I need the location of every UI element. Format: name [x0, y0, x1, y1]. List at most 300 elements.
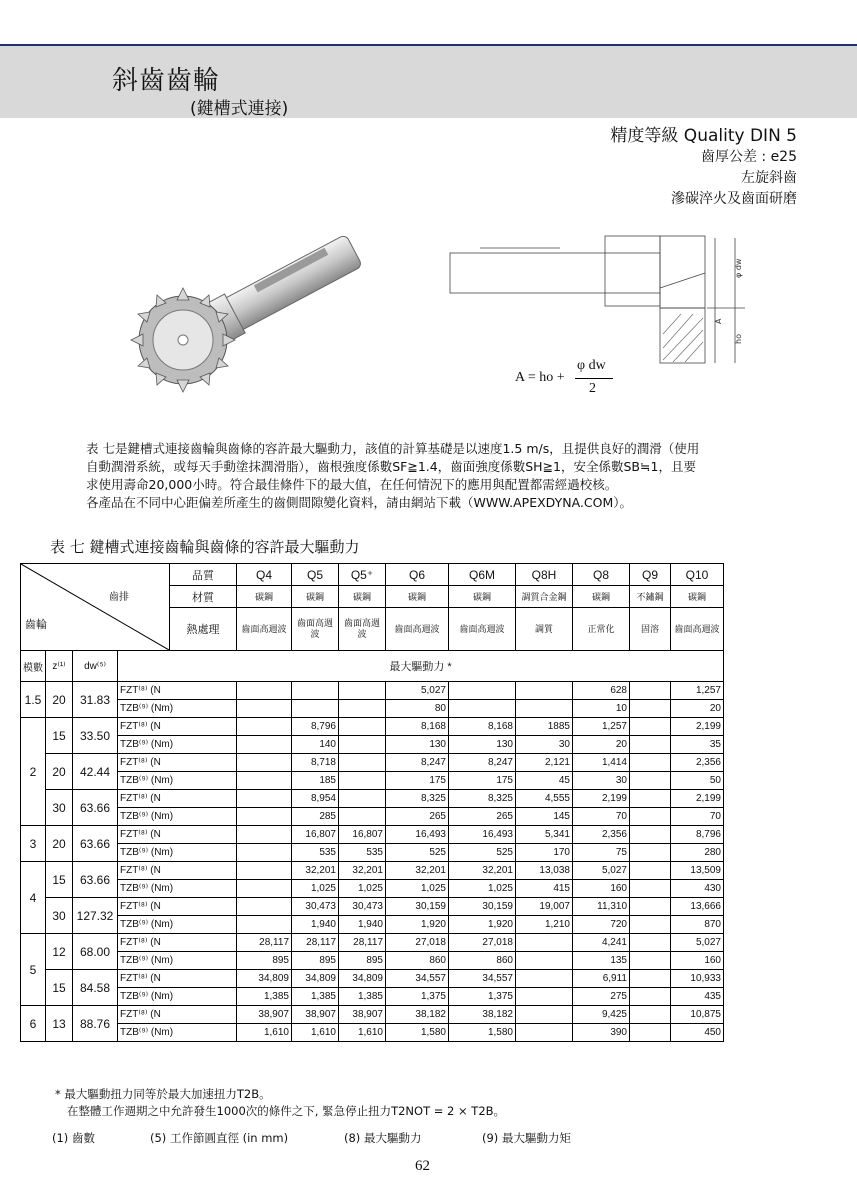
heat-cell-1: 齒面高週波 [292, 608, 339, 651]
force-value: 8,325 [386, 790, 449, 808]
module-cell: 1.5 [21, 682, 46, 718]
force-label: FZT⁽⁸⁾ (N [118, 862, 237, 880]
torque-value: 265 [386, 808, 449, 826]
torque-label: TZB⁽⁹⁾ (Nm) [118, 844, 237, 862]
torque-label: TZB⁽⁹⁾ (Nm) [118, 916, 237, 934]
torque-value: 135 [573, 952, 630, 970]
force-value: 34,557 [386, 970, 449, 988]
force-value: 34,809 [292, 970, 339, 988]
torque-value: 1,385 [237, 988, 292, 1006]
force-value: 1,257 [573, 718, 630, 736]
module-header: 模數 [21, 651, 46, 682]
table-row [21, 952, 724, 970]
quality-header-3: Q6 [386, 564, 449, 586]
torque-value [630, 808, 671, 826]
table-row [21, 700, 724, 718]
torque-value [630, 844, 671, 862]
force-value: 5,027 [671, 934, 724, 952]
z-cell: 15 [46, 718, 73, 754]
legend-max-torque: (9) 最大驅動力矩 [482, 1131, 571, 1145]
z-cell: 20 [46, 754, 73, 790]
torque-label: TZB⁽⁹⁾ (Nm) [118, 808, 237, 826]
force-value: 1885 [516, 718, 573, 736]
force-value [516, 970, 573, 988]
torque-label: TZB⁽⁹⁾ (Nm) [118, 1024, 237, 1042]
paragraph-line: 各產品在不同中心距偏差所產生的齒側間隙變化資料，請由網站下載（WWW.APEXDYNA.COM）。 [86, 495, 633, 510]
torque-value: 160 [573, 880, 630, 898]
force-value: 8,718 [292, 754, 339, 772]
material-cell-0: 碳鋼 [237, 586, 292, 608]
z-cell: 15 [46, 862, 73, 898]
torque-value: 895 [237, 952, 292, 970]
force-value: 2,199 [573, 790, 630, 808]
force-value [516, 682, 573, 700]
force-value: 2,356 [671, 754, 724, 772]
torque-label: TZB⁽⁹⁾ (Nm) [118, 736, 237, 754]
torque-value: 860 [449, 952, 516, 970]
legend-teeth: (1) 齒數 [52, 1131, 95, 1145]
quality-header-0: Q4 [237, 564, 292, 586]
torque-value [237, 916, 292, 934]
drive-force-table [20, 563, 724, 1042]
paragraph-line: 求使用壽命20,000小時。符合最佳條件下的最大值，在任何情況下的應用與配置都需經過校核。 [86, 477, 618, 492]
module-cell: 2 [21, 718, 46, 826]
table-row [21, 754, 724, 772]
force-value: 28,117 [339, 934, 386, 952]
dw-cell: 31.83 [73, 682, 118, 718]
quality-header-5: Q8H [516, 564, 573, 586]
page-title: 斜齒齒輪 [112, 66, 221, 96]
force-value: 16,493 [386, 826, 449, 844]
torque-value: 1,025 [339, 880, 386, 898]
force-value: 2,199 [671, 718, 724, 736]
corner-cell [21, 564, 170, 651]
torque-value: 1,580 [449, 1024, 516, 1042]
torque-value: 415 [516, 880, 573, 898]
material-cell-3: 碳鋼 [386, 586, 449, 608]
force-value [630, 898, 671, 916]
torque-value: 50 [671, 772, 724, 790]
torque-value: 35 [671, 736, 724, 754]
torque-value: 175 [386, 772, 449, 790]
force-label: FZT⁽⁸⁾ (N [118, 826, 237, 844]
force-value: 30,473 [339, 898, 386, 916]
force-label: FZT⁽⁸⁾ (N [118, 970, 237, 988]
force-value: 32,201 [339, 862, 386, 880]
force-value: 34,557 [449, 970, 516, 988]
torque-value: 170 [516, 844, 573, 862]
torque-value: 1,025 [292, 880, 339, 898]
torque-value: 160 [671, 952, 724, 970]
torque-value: 1,610 [339, 1024, 386, 1042]
torque-value: 1,375 [386, 988, 449, 1006]
torque-value [516, 952, 573, 970]
force-value: 38,907 [292, 1006, 339, 1024]
table-caption: 表 七 鍵槽式連接齒輪與齒條的容許最大驅動力 [50, 538, 360, 556]
torque-value: 1,025 [449, 880, 516, 898]
heat-cell-2: 齒面高週波 [339, 608, 386, 651]
force-value: 30,473 [292, 898, 339, 916]
ho-label: ho [734, 334, 743, 344]
paragraph-line: 表 七是鍵槽式連接齒輪與齒條的容許最大驅動力，該值的計算基礎是以速度1.5 m/s，且提供良好的潤滑（使用 [86, 441, 700, 456]
z-cell: 20 [46, 826, 73, 862]
force-value [630, 970, 671, 988]
torque-label: TZB⁽⁹⁾ (Nm) [118, 952, 237, 970]
force-value: 34,809 [237, 970, 292, 988]
corner-rack-label: 齒排 [109, 592, 129, 603]
quality-header-2: Q5⁺ [339, 564, 386, 586]
force-value [339, 790, 386, 808]
z-cell: 20 [46, 682, 73, 718]
force-value: 1,257 [671, 682, 724, 700]
force-label: FZT⁽⁸⁾ (N [118, 682, 237, 700]
force-value: 32,201 [292, 862, 339, 880]
force-value: 6,911 [573, 970, 630, 988]
torque-value: 870 [671, 916, 724, 934]
dw-cell: 127.32 [73, 898, 118, 934]
torque-value: 1,610 [237, 1024, 292, 1042]
torque-value [630, 700, 671, 718]
module-cell: 6 [21, 1006, 46, 1042]
force-value: 8,247 [386, 754, 449, 772]
torque-value [237, 700, 292, 718]
dw-cell: 33.50 [73, 718, 118, 754]
corner-gear-label: 齒輪 [25, 619, 47, 631]
force-value: 30,159 [386, 898, 449, 916]
force-value: 10,875 [671, 1006, 724, 1024]
force-label: FZT⁽⁸⁾ (N [118, 754, 237, 772]
legend-pitch-diameter: (5) 工作節圓直徑 (in mm) [150, 1131, 289, 1145]
paragraph-line: 自動潤滑系統，或每天手動塗抹潤滑脂），齒根強度係數SF≧1.4，齒面強度係數SH≧1，安全係數SB≒1，且要 [86, 459, 696, 474]
torque-value: 1,920 [386, 916, 449, 934]
force-value: 19,007 [516, 898, 573, 916]
force-value [630, 934, 671, 952]
force-value: 13,509 [671, 862, 724, 880]
force-value: 38,182 [386, 1006, 449, 1024]
material-cell-5: 調質合金鋼 [516, 586, 573, 608]
torque-value: 185 [292, 772, 339, 790]
a-label: A [714, 318, 723, 324]
heat-cell-0: 齒面高週波 [237, 608, 292, 651]
force-value [449, 682, 516, 700]
force-value: 2,356 [573, 826, 630, 844]
formula-bar [575, 378, 613, 379]
table-row [21, 682, 724, 700]
torque-value [339, 736, 386, 754]
force-value: 30,159 [449, 898, 516, 916]
force-label: FZT⁽⁸⁾ (N [118, 790, 237, 808]
dw-cell: 63.66 [73, 790, 118, 826]
torque-value: 720 [573, 916, 630, 934]
force-value: 2,121 [516, 754, 573, 772]
torque-value: 525 [449, 844, 516, 862]
force-value [237, 898, 292, 916]
z-cell: 13 [46, 1006, 73, 1042]
torque-value: 895 [339, 952, 386, 970]
force-value: 4,241 [573, 934, 630, 952]
force-value [237, 826, 292, 844]
heat-cell-3: 齒面高週波 [386, 608, 449, 651]
torque-value: 45 [516, 772, 573, 790]
torque-value [630, 988, 671, 1006]
force-value [630, 754, 671, 772]
table-row [21, 862, 724, 880]
table-row [21, 826, 724, 844]
torque-value: 140 [292, 736, 339, 754]
spec-block [610, 126, 797, 210]
torque-value: 1,940 [339, 916, 386, 934]
torque-value [516, 988, 573, 1006]
force-value: 28,117 [292, 934, 339, 952]
table-row [21, 880, 724, 898]
formula-denominator: 2 [589, 381, 596, 396]
torque-value [516, 700, 573, 718]
torque-value: 435 [671, 988, 724, 1006]
torque-value [516, 1024, 573, 1042]
material-cell-6: 碳鋼 [573, 586, 630, 608]
torque-value: 1,385 [292, 988, 339, 1006]
torque-value [237, 880, 292, 898]
force-value: 16,807 [292, 826, 339, 844]
dw-cell: 63.66 [73, 862, 118, 898]
torque-value [339, 808, 386, 826]
force-value: 11,310 [573, 898, 630, 916]
dw-cell: 68.00 [73, 934, 118, 970]
force-value: 34,809 [339, 970, 386, 988]
force-value [237, 754, 292, 772]
torque-value: 20 [573, 736, 630, 754]
force-label: FZT⁽⁸⁾ (N [118, 718, 237, 736]
quality-header-6: Q8 [573, 564, 630, 586]
page-number: 62 [415, 1158, 430, 1174]
torque-value: 1,580 [386, 1024, 449, 1042]
tolerance-label: 齒厚公差 : e25 [700, 149, 797, 165]
z-cell: 12 [46, 934, 73, 970]
torque-value: 30 [516, 736, 573, 754]
torque-value: 1,940 [292, 916, 339, 934]
force-value: 8,168 [449, 718, 516, 736]
torque-value: 175 [449, 772, 516, 790]
material-cell-2: 碳鋼 [339, 586, 386, 608]
material-cell-7: 不鏽鋼 [630, 586, 671, 608]
torque-value: 1,920 [449, 916, 516, 934]
torque-value: 70 [671, 808, 724, 826]
torque-value: 390 [573, 1024, 630, 1042]
torque-value [630, 880, 671, 898]
force-value: 8,168 [386, 718, 449, 736]
torque-value: 1,210 [516, 916, 573, 934]
force-value: 27,018 [386, 934, 449, 952]
table-row [21, 736, 724, 754]
force-value [292, 682, 339, 700]
dw-cell: 63.66 [73, 826, 118, 862]
z-header: z⁽¹⁾ [46, 651, 73, 682]
torque-value: 130 [449, 736, 516, 754]
force-value: 5,027 [573, 862, 630, 880]
torque-value: 20 [671, 700, 724, 718]
dw-cell: 84.58 [73, 970, 118, 1006]
z-cell: 30 [46, 898, 73, 934]
row-label-heat: 熱處理 [170, 608, 237, 651]
heat-cell-6: 正常化 [573, 608, 630, 651]
torque-value [237, 844, 292, 862]
dw-header: dw⁽⁵⁾ [73, 651, 118, 682]
page-subtitle: (鍵槽式連接) [190, 99, 289, 119]
material-cell-8: 碳鋼 [671, 586, 724, 608]
table-row [21, 1024, 724, 1042]
torque-value: 535 [292, 844, 339, 862]
force-value [339, 718, 386, 736]
force-value: 32,201 [386, 862, 449, 880]
torque-value: 145 [516, 808, 573, 826]
dw-label: φ dw [734, 258, 743, 278]
torque-value: 1,375 [449, 988, 516, 1006]
force-value: 8,325 [449, 790, 516, 808]
table-row [21, 790, 724, 808]
quality-header-7: Q9 [630, 564, 671, 586]
torque-value: 130 [386, 736, 449, 754]
torque-value: 265 [449, 808, 516, 826]
force-value: 16,807 [339, 826, 386, 844]
torque-value: 895 [292, 952, 339, 970]
torque-value: 1,610 [292, 1024, 339, 1042]
force-label: FZT⁽⁸⁾ (N [118, 1006, 237, 1024]
force-value [630, 790, 671, 808]
torque-value [630, 772, 671, 790]
torque-value [630, 952, 671, 970]
torque-value: 285 [292, 808, 339, 826]
force-value [237, 862, 292, 880]
force-value [630, 826, 671, 844]
table-row [21, 970, 724, 988]
force-value: 8,247 [449, 754, 516, 772]
force-value: 8,954 [292, 790, 339, 808]
force-value [237, 790, 292, 808]
torque-value: 450 [671, 1024, 724, 1042]
description-paragraph [86, 440, 786, 512]
table-row [21, 988, 724, 1006]
force-label: FZT⁽⁸⁾ (N [118, 898, 237, 916]
torque-value: 80 [386, 700, 449, 718]
footnotes [55, 1086, 505, 1120]
torque-label: TZB⁽⁹⁾ (Nm) [118, 700, 237, 718]
force-value [630, 682, 671, 700]
module-cell: 5 [21, 934, 46, 1006]
torque-value: 30 [573, 772, 630, 790]
helix-label: 左旋斜齒 [741, 170, 797, 186]
quality-header-1: Q5 [292, 564, 339, 586]
torque-value: 70 [573, 808, 630, 826]
force-value: 1,414 [573, 754, 630, 772]
torque-value [339, 700, 386, 718]
max-force-header: 最大驅動力 * [118, 651, 724, 682]
force-value: 38,907 [237, 1006, 292, 1024]
row-label-quality: 品質 [170, 564, 237, 586]
module-cell: 4 [21, 862, 46, 934]
z-cell: 15 [46, 970, 73, 1006]
quality-label: 精度等級 Quality DIN 5 [610, 126, 797, 146]
torque-value [630, 916, 671, 934]
table-row [21, 1006, 724, 1024]
table-row [21, 898, 724, 916]
formula-numerator: φ dw [577, 358, 606, 373]
quality-header-4: Q6M [449, 564, 516, 586]
row-label-material: 材質 [170, 586, 237, 608]
torque-value [292, 700, 339, 718]
footnote-2: 在整體工作週期之中允許發生1000次的條件之下, 緊急停止扭力T2NOT = 2 × T2B。 [67, 1104, 506, 1118]
table-row [21, 772, 724, 790]
force-value: 9,425 [573, 1006, 630, 1024]
torque-value: 280 [671, 844, 724, 862]
force-value: 27,018 [449, 934, 516, 952]
torque-value: 860 [386, 952, 449, 970]
force-value [630, 718, 671, 736]
force-value: 38,182 [449, 1006, 516, 1024]
force-value [516, 934, 573, 952]
force-value [237, 682, 292, 700]
z-cell: 30 [46, 790, 73, 826]
gear-shaft-image [125, 210, 375, 410]
heat-cell-5: 調質 [516, 608, 573, 651]
torque-label: TZB⁽⁹⁾ (Nm) [118, 880, 237, 898]
force-value [339, 682, 386, 700]
torque-value: 10 [573, 700, 630, 718]
torque-value: 1,025 [386, 880, 449, 898]
force-value [237, 718, 292, 736]
torque-value: 75 [573, 844, 630, 862]
force-value: 628 [573, 682, 630, 700]
force-value: 13,038 [516, 862, 573, 880]
formula-lhs: A = ho + [515, 370, 565, 385]
torque-value: 535 [339, 844, 386, 862]
force-value [630, 862, 671, 880]
heat-cell-8: 齒面高週波 [671, 608, 724, 651]
force-value: 38,907 [339, 1006, 386, 1024]
force-value: 10,933 [671, 970, 724, 988]
force-value [516, 1006, 573, 1024]
dw-cell: 42.44 [73, 754, 118, 790]
material-cell-1: 碳鋼 [292, 586, 339, 608]
torque-value: 525 [386, 844, 449, 862]
torque-label: TZB⁽⁹⁾ (Nm) [118, 772, 237, 790]
force-value: 5,027 [386, 682, 449, 700]
torque-value [237, 736, 292, 754]
heat-cell-4: 齒面高週波 [449, 608, 516, 651]
torque-value [237, 772, 292, 790]
module-cell: 3 [21, 826, 46, 862]
force-value: 32,201 [449, 862, 516, 880]
legend-max-force: (8) 最大驅動力 [344, 1131, 422, 1145]
torque-label: TZB⁽⁹⁾ (Nm) [118, 988, 237, 1006]
torque-value [449, 700, 516, 718]
force-value: 2,199 [671, 790, 724, 808]
force-value [339, 754, 386, 772]
dw-cell: 88.76 [73, 1006, 118, 1042]
corner-diagonal [21, 564, 169, 650]
torque-value [630, 736, 671, 754]
material-cell-4: 碳鋼 [449, 586, 516, 608]
table-row [21, 916, 724, 934]
force-value: 13,666 [671, 898, 724, 916]
torque-value [630, 1024, 671, 1042]
table-row [21, 808, 724, 826]
force-label: FZT⁽⁸⁾ (N [118, 934, 237, 952]
torque-value: 275 [573, 988, 630, 1006]
table-row [21, 718, 724, 736]
force-value: 4,555 [516, 790, 573, 808]
force-value: 5,341 [516, 826, 573, 844]
torque-value [339, 772, 386, 790]
